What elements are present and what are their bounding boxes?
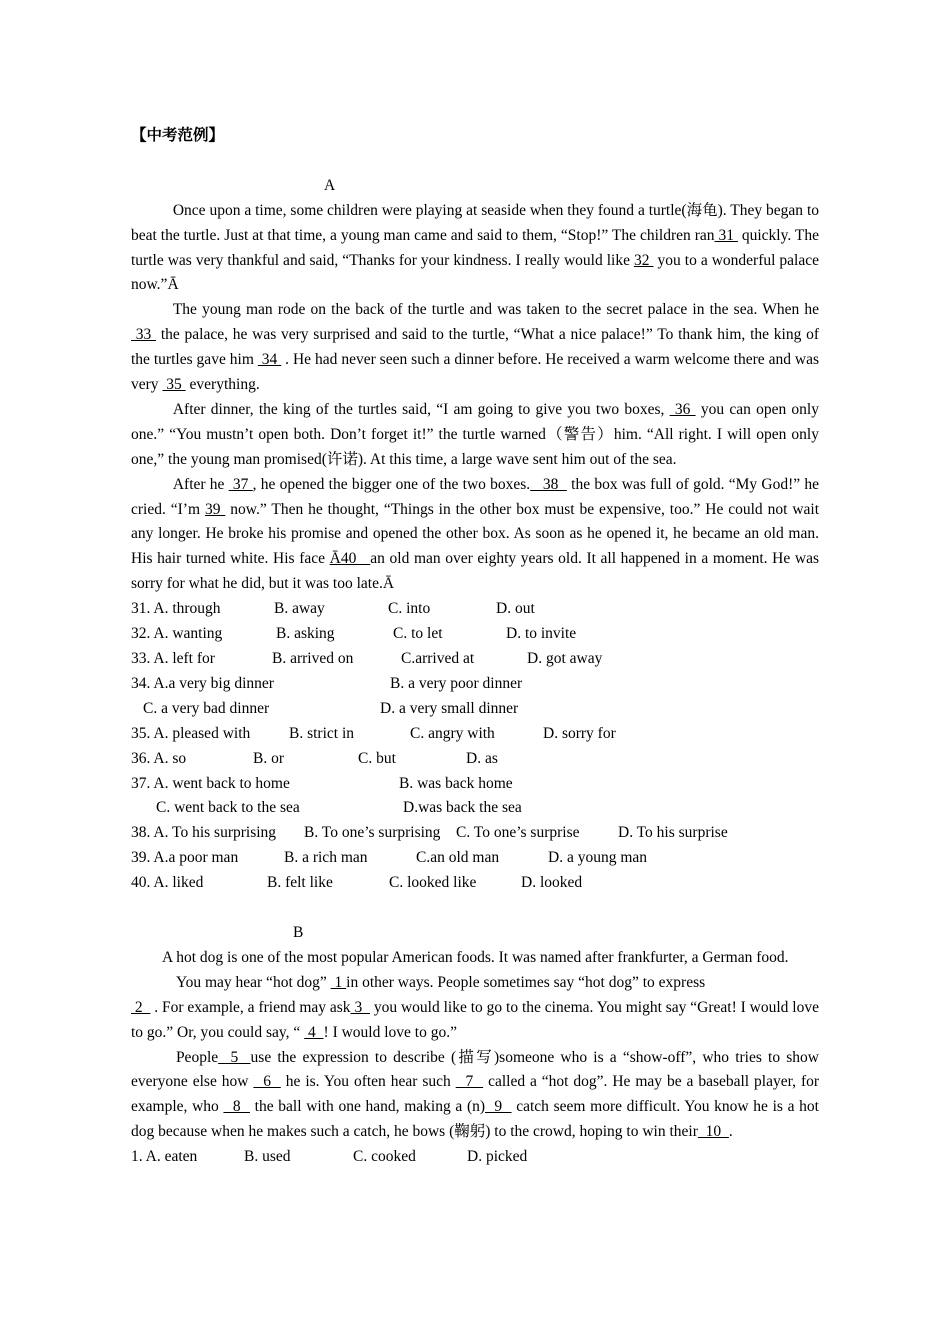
- section-a-label: A: [324, 176, 336, 194]
- blank-35: 35: [162, 376, 186, 394]
- question-34: 34. A.a very big dinner B. a very poor dinner: [131, 674, 523, 692]
- question-38: 38. A. To his surprising B. To one’s surprising C. To one’s surprise D. To his surprise: [131, 824, 728, 842]
- blank-8: 8: [223, 1098, 250, 1116]
- question-b-1: 1. A. eaten B. used C. cooked D. picked: [131, 1148, 528, 1166]
- blank-9: 9: [485, 1098, 512, 1116]
- blank-4: 4: [304, 1023, 324, 1041]
- blank-7: 7: [455, 1073, 484, 1091]
- question-36: 36. A. so B. or C. but D. as: [131, 749, 498, 767]
- question-39: 39. A.a poor man B. a rich man C.an old man D. a young man: [131, 849, 648, 867]
- question-31: 31. A. through B. away C. into D. out: [131, 600, 535, 618]
- blank-39: 39: [204, 500, 226, 518]
- passage-b-paragraph-3: 2 . For example, a friend may ask 3 you would like to go to the cinema. You might say “Great! I would love to go.” Or, you could say, “ 4 ! I would love to go.”: [131, 998, 819, 1041]
- blank-2: 2: [131, 998, 151, 1016]
- blank-31: 31: [714, 226, 738, 244]
- blank-5: 5: [218, 1048, 251, 1066]
- question-32: 32. A. wanting B. asking C. to let D. to invite: [131, 625, 577, 643]
- passage-b-paragraph-4: People 5 use the expression to describe (描写)someone who is a “show-off”, who tries to show everyone else how 6 he is. You often hear such 7 called a “hot dog”. He may be a baseball player, for example, who 8 the ball with one hand, making a (n) 9 catch seem more difficult. You know he is a hot dog because when he makes such a catch, he bows (鞠躬) to the crowd, hoping to win their 10 .: [131, 1048, 820, 1141]
- passage-a-paragraph-4: After he 37 , he opened the bigger one of the two boxes. 38 the box was full of gold. “My God!” he cried. “I’m 39 now.” Then he thought, “Things in the other box must be expensive, too.” He could not wait any longer. He broke his promise and opened the other box. As soon as he opened it, he became an old man. His hair turned white. His face Ā40 an old man over eighty years old. It all happened in a moment. He was sorry for what he did, but it was too late.Ā: [131, 475, 820, 593]
- worksheet-page: [131, 124, 819, 1170]
- passage-a-paragraph-1: Once upon a time, some children were playing at seaside when they found a turtle(海龟). They began to beat the turtle. Just at that time, a young man came and said to them, “Stop!” The children ran 31 quickly. The turtle was very thankful and said, “Thanks for your kindness. I really would like 32 you to a wonderful palace now.”Ā: [131, 201, 820, 294]
- question-37: 37. A. went back to home B. was back home: [131, 774, 513, 792]
- blank-1: 1: [330, 973, 347, 991]
- passage-b-paragraph-2: You may hear “hot dog” 1 in other ways. People sometimes say “hot dog” to express: [175, 973, 706, 991]
- passage-a-paragraph-2: The young man rode on the back of the turtle and was taken to the secret palace in the sea. When he 33 the palace, he was very surprised and said to the turtle, “What a nice palace!” To thank him, the king of the turtles gave him 34 . He had never seen such a dinner before. He received a warm welcome there and was very 35 everything.: [131, 301, 820, 394]
- question-33: 33. A. left for B. arrived on C.arrived at D. got away: [131, 650, 603, 668]
- question-40: 40. A. liked B. felt like C. looked like D. looked: [131, 874, 583, 892]
- blank-37: 37: [228, 475, 253, 493]
- passage-b-paragraph-1: A hot dog is one of the most popular American foods. It was named after frankfurter, a German food.: [162, 948, 789, 966]
- blank-33: 33: [131, 326, 157, 344]
- question-35: 35. A. pleased with B. strict in C. angry with D. sorry for: [131, 724, 616, 742]
- section-b-label: B: [293, 923, 304, 941]
- blank-38: 38: [530, 475, 567, 493]
- question-34-cont: C. a very bad dinner D. a very small dinner: [143, 699, 519, 717]
- blank-32: 32: [633, 251, 654, 269]
- question-37-cont: C. went back to the sea D.was back the sea: [156, 799, 522, 817]
- blank-10: 10: [697, 1123, 729, 1141]
- blank-34: 34: [257, 351, 282, 369]
- blank-3: 3: [350, 998, 370, 1016]
- passage-a-paragraph-3: After dinner, the king of the turtles said, “I am going to give you two boxes, 36 you can open only one.” “You mustn’t open both. Don’t forget it!” the turtle warned（警告）him. “All right. I will open only one,” the young man promised(许诺). At this time, a large wave sent him out of the sea.: [131, 400, 819, 468]
- page-heading: 【中考范例】: [131, 127, 225, 144]
- blank-40: Ā40: [329, 550, 371, 568]
- blank-36: 36: [669, 400, 696, 418]
- blank-6: 6: [253, 1073, 281, 1091]
